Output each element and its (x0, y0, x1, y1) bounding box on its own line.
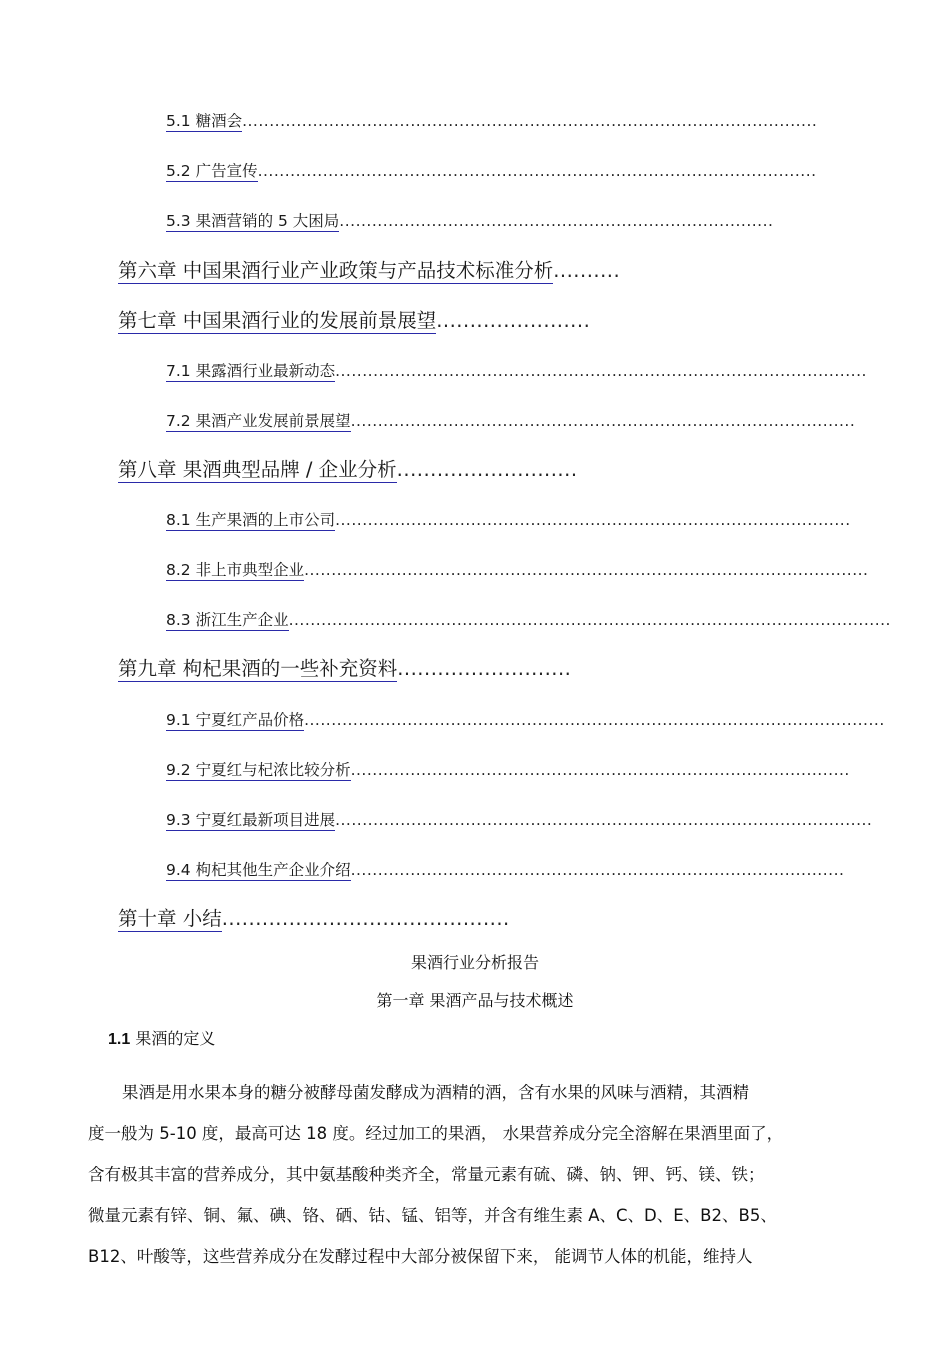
toc-link[interactable]: 第十章 小结 (118, 907, 222, 930)
toc-link[interactable]: 5.3 果酒营销的 5 大困局 (166, 212, 340, 230)
toc-leader: .......................... (397, 657, 572, 680)
chapter-title: 第一章 果酒产品与技术概述 (376, 991, 574, 1010)
toc-leader: ........................................... (221, 907, 510, 930)
section-title: 果酒的定义 (135, 1029, 216, 1048)
toc-leader: ........................................................................................................... (304, 711, 885, 729)
toc-entry[interactable] (166, 109, 818, 131)
toc-entry[interactable] (166, 708, 885, 730)
toc-link[interactable]: 第七章 中国果酒行业的发展前景展望 (118, 309, 437, 332)
body-paragraph (88, 1072, 858, 1277)
toc-leader: ........................... (396, 458, 578, 481)
toc-leader: ....................... (436, 309, 591, 332)
toc-entry[interactable] (166, 608, 891, 630)
toc-chapter-entry[interactable] (118, 454, 638, 482)
section-number: 1.1 (108, 1031, 131, 1048)
toc-leader: ............................................................................................ (350, 761, 850, 779)
toc-leader: ........................................................................................................ (304, 561, 869, 579)
section-heading (108, 1026, 215, 1049)
toc-leader: ............................................................................................... (335, 511, 851, 529)
toc-link[interactable]: 9.4 枸杞其他生产企业介绍 (166, 861, 351, 879)
toc-leader: ................................................................................................... (335, 811, 873, 829)
toc-leader: ............................................................................................. (350, 412, 856, 430)
toc-leader: ............................................................................................................... (288, 611, 891, 629)
paragraph-line: 微量元素有锌、铜、氟、碘、铬、硒、钴、锰、铝等，并含有维生素 A、C、D、E、B2、B5、 (88, 1206, 777, 1225)
toc-link[interactable]: 5.2 广告宣传 (166, 162, 258, 180)
toc-entry[interactable] (166, 858, 845, 880)
toc-chapter-entry[interactable] (118, 305, 658, 333)
toc-entry[interactable] (166, 558, 869, 580)
toc-entry[interactable] (166, 409, 856, 431)
report-title: 果酒行业分析报告 (410, 953, 539, 972)
toc-link[interactable]: 7.1 果露酒行业最新动态 (166, 362, 336, 380)
toc-chapter-entry[interactable] (118, 903, 538, 931)
toc-link[interactable]: 8.2 非上市典型企业 (166, 561, 305, 579)
paragraph-line: 果酒是用水果本身的糖分被酵母菌发酵成为酒精的酒，含有水果的风味与酒精，其酒精 (122, 1083, 749, 1102)
toc-leader: ................................................................................ (339, 212, 774, 230)
paragraph-line: B12、叶酸等，这些营养成分在发酵过程中大部分被保留下来， 能调节人体的机能，维持人 (88, 1247, 753, 1266)
toc-link[interactable]: 9.3 宁夏红最新项目进展 (166, 811, 336, 829)
toc-link[interactable]: 5.1 糖酒会 (166, 112, 243, 130)
toc-link[interactable]: 9.1 宁夏红产品价格 (166, 711, 305, 729)
toc-leader: .......................................................................................................... (242, 112, 818, 130)
toc-entry[interactable] (166, 508, 851, 530)
paragraph-line: 度一般为 5-10 度，最高可达 18 度。经过加工的果酒， 水果营养成分完全溶解在果酒里面了， (88, 1124, 784, 1143)
toc-link[interactable]: 第九章 枸杞果酒的一些补充资料 (118, 657, 398, 680)
toc-link[interactable]: 8.1 生产果酒的上市公司 (166, 511, 336, 529)
toc-link[interactable]: 第六章 中国果酒行业产业政策与产品技术标准分析 (118, 259, 554, 282)
toc-entry[interactable] (166, 808, 873, 830)
toc-entry[interactable] (166, 359, 867, 381)
toc-entry[interactable] (166, 758, 850, 780)
toc-chapter-entry[interactable] (118, 653, 618, 681)
toc-link[interactable]: 第八章 果酒典型品牌 / 企业分析 (118, 458, 397, 481)
toc-link[interactable]: 8.3 浙江生产企业 (166, 611, 289, 629)
paragraph-line: 含有极其丰富的营养成分，其中氨基酸种类齐全，常量元素有硫、磷、钠、钾、钙、镁、铁； (88, 1165, 765, 1184)
toc-entry[interactable] (166, 209, 786, 231)
toc-leader: .................................................................................................. (335, 362, 867, 380)
toc-entry[interactable] (166, 159, 817, 181)
toc-chapter-entry[interactable] (118, 255, 718, 283)
toc-leader: .......... (553, 259, 621, 282)
toc-link[interactable]: 9.2 宁夏红与杞浓比较分析 (166, 761, 351, 779)
toc-link[interactable]: 7.2 果酒产业发展前景展望 (166, 412, 351, 430)
toc-leader: ........................................................................................... (350, 861, 845, 879)
toc-leader: ....................................................................................................... (257, 162, 817, 180)
